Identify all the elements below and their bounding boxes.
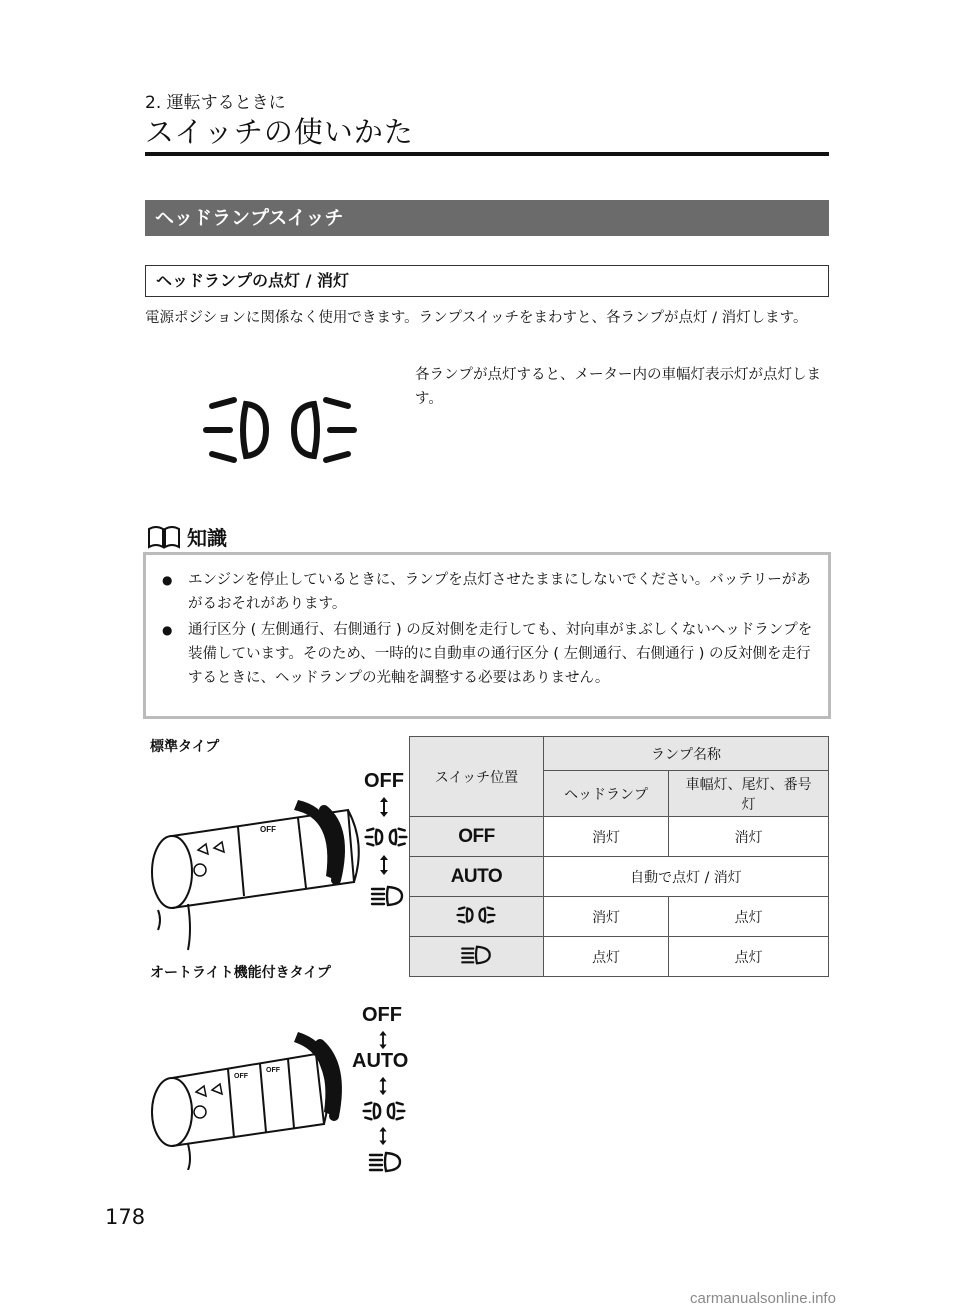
position-lamp-icon xyxy=(456,905,496,925)
auto-lever-illustration xyxy=(148,1020,368,1170)
updown-arrow-icon xyxy=(377,796,391,818)
pos-headlamp xyxy=(410,937,544,977)
headlamp-icon xyxy=(370,884,404,908)
col-headlamp: ヘッドランプ xyxy=(543,771,668,817)
sequence-off-label: OFF xyxy=(364,770,404,792)
book-icon xyxy=(147,525,181,549)
headlamp-icon xyxy=(460,944,492,966)
table-row xyxy=(410,857,829,897)
standard-type-label: 標準タイプ xyxy=(150,739,220,755)
sequence-off-label: OFF xyxy=(362,1004,402,1026)
cell-side: 点灯 xyxy=(669,937,829,977)
table-row xyxy=(410,897,829,937)
sequence-auto-label: AUTO xyxy=(352,1050,409,1072)
svg-text:OFF: OFF xyxy=(260,825,276,834)
title-rule xyxy=(145,152,829,156)
col-lamp-name: ランプ名称 xyxy=(543,737,828,771)
auto-type-label: オートライト機能付きタイプ xyxy=(150,965,331,981)
updown-arrow-icon xyxy=(376,1030,390,1050)
note-text: エンジンを停止しているときに、ランプを点灯させたままにしないでください。バッテリーがあがるおそれがあります。 xyxy=(188,572,811,612)
updown-arrow-icon xyxy=(377,854,391,876)
bullet-icon: ● xyxy=(162,623,173,637)
headlamp-icon xyxy=(368,1150,402,1174)
cell-side: 点灯 xyxy=(669,897,829,937)
knowledge-title: 知識 xyxy=(187,526,227,550)
svg-text:OFF: OFF xyxy=(234,1073,248,1080)
updown-arrow-icon xyxy=(376,1076,390,1096)
paragraph-indicator: 各ランプが点灯すると、メーター内の車幅灯表示灯が点灯します。 xyxy=(415,367,821,407)
position-lamp-icon xyxy=(364,826,408,848)
updown-arrow-icon xyxy=(376,1126,390,1146)
cell-headlamp: 消灯 xyxy=(543,897,668,937)
subheading: ヘッドランプの点灯 / 消灯 xyxy=(145,265,829,297)
table-row xyxy=(410,937,829,977)
chapter-label: 2. 運転するときに xyxy=(145,93,286,113)
col-switch-position: スイッチ位置 xyxy=(410,737,544,817)
lamp-table xyxy=(409,736,829,977)
knowledge-note xyxy=(162,568,822,616)
table-row xyxy=(410,817,829,857)
pos-position-lamp xyxy=(410,897,544,937)
cell-merged: 自動で点灯 / 消灯 xyxy=(543,857,828,897)
page-title: スイッチの使いかた xyxy=(145,115,414,149)
pos-off: OFF xyxy=(410,817,544,857)
svg-text:OFF: OFF xyxy=(266,1067,280,1074)
pos-auto: AUTO xyxy=(410,857,544,897)
paragraph-operation: 電源ポジションに関係なく使用できます。ランプスイッチをまわすと、各ランプが点灯 / 消灯します。 xyxy=(145,310,808,326)
position-lamp-icon xyxy=(362,1100,406,1122)
cell-side: 消灯 xyxy=(669,817,829,857)
page-number: 178 xyxy=(105,1205,146,1229)
cell-headlamp: 点灯 xyxy=(543,937,668,977)
section-banner: ヘッドランプスイッチ xyxy=(145,200,829,236)
cell-headlamp: 消灯 xyxy=(543,817,668,857)
knowledge-heading xyxy=(147,522,227,551)
note-text: 通行区分 ( 左側通行、右側通行 ) の反対側を走行しても、対向車がまぶしくないヘッドランプを装備しています。そのため、一時的に自動車の通行区分 ( 左側通行、右側通行 ) の反対側を走行するときに、ヘッドランプの光軸を調整する必要はありません。 xyxy=(188,622,813,686)
watermark-footer: carmanualsonline.info xyxy=(690,1290,836,1307)
bullet-icon: ● xyxy=(162,573,173,587)
knowledge-note xyxy=(162,618,822,690)
col-side-lamps: 車幅灯、尾灯、番号灯 xyxy=(669,771,829,817)
position-lamp-indicator-icon xyxy=(200,392,360,468)
